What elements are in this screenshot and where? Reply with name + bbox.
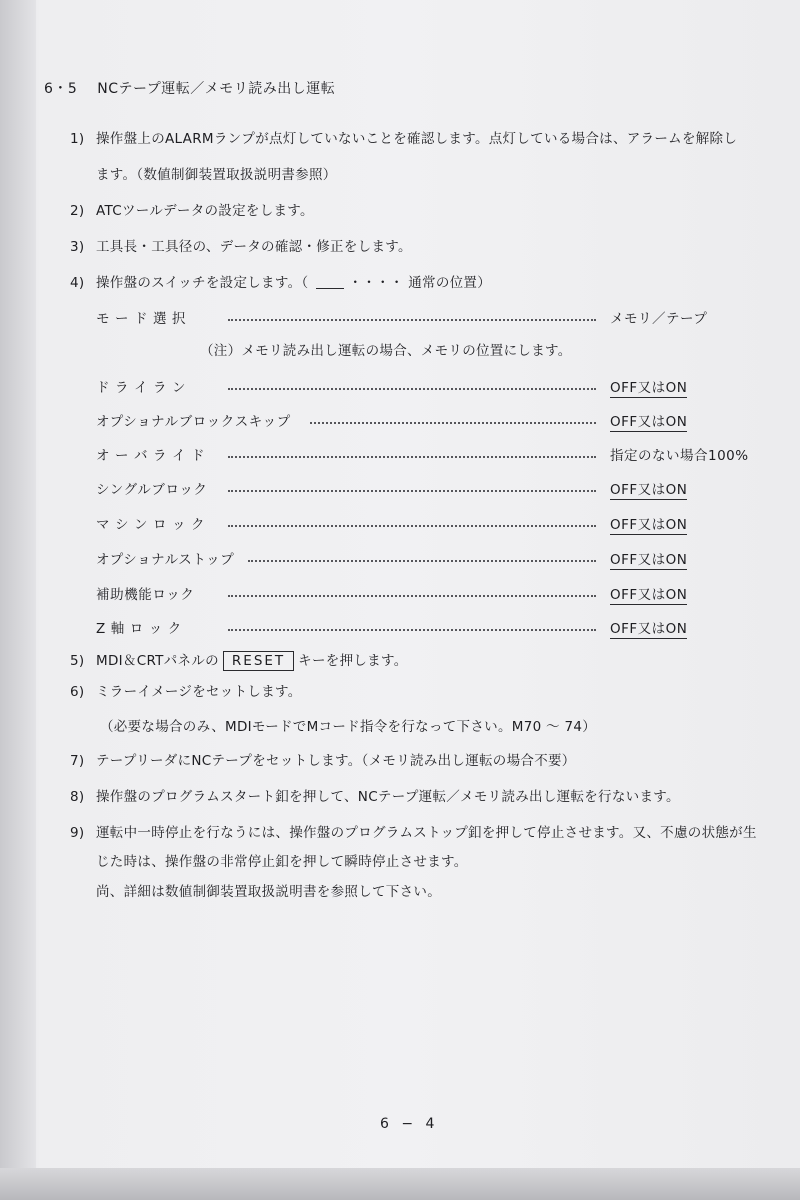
step-text: 運転中一時停止を行なうには、操作盤のプログラムストップ釦を押して停止させます。又、不慮の状態が生: [96, 825, 757, 841]
step-text: 操作盤上のALARMランプが点灯していないことを確認します。点灯している場合は、アラームを解除し: [96, 131, 738, 147]
leader-dots: [228, 488, 596, 492]
switch-value-z-axis-lock: OFF又はON: [610, 617, 687, 639]
switch-label-dry-run: ド ラ イ ラ ン: [96, 380, 187, 396]
leader-dots: [228, 454, 596, 458]
switch-value-override: 指定のない場合100%: [610, 448, 749, 464]
switch-label-aux-function-lock: 補助機能ロック: [96, 587, 195, 603]
section-title: NCテープ運転／メモリ読み出し運転: [97, 81, 336, 97]
switch-value-optional-block-skip: OFF又はON: [610, 410, 687, 432]
switch-label-single-block: シングルブロック: [96, 482, 208, 498]
switch-label-optional-stop: オプショナルストップ: [96, 552, 235, 568]
leader-dots: [228, 523, 596, 527]
step-1: [70, 130, 737, 148]
switch-value-optional-stop: OFF又はON: [610, 548, 687, 570]
step-9: [70, 824, 757, 842]
section-heading: [44, 80, 335, 98]
step-5: [70, 651, 408, 671]
step-8: [70, 788, 680, 806]
leader-dots: [228, 593, 596, 597]
step-2: [70, 202, 314, 220]
step-number: 5): [70, 653, 85, 669]
note-text: （注）メモリ読み出し運転の場合、メモリの位置にします。: [200, 343, 572, 359]
switch-value-single-block: OFF又はON: [610, 478, 687, 500]
step-number: 9): [70, 825, 85, 841]
step-1-continued: [96, 166, 337, 184]
reset-key-label: RESET: [223, 651, 294, 671]
leader-dots: [228, 386, 596, 390]
switch-label-machine-lock: マ シ ン ロ ッ ク: [96, 517, 206, 533]
step-number: 3): [70, 239, 85, 255]
step-text: テープリーダにNCテープをセットします。（メモリ読み出し運転の場合不要）: [96, 753, 576, 769]
section-number: 6・5: [44, 81, 78, 97]
step-text: ミラーイメージをセットします。: [96, 684, 302, 700]
step-9-continued: [96, 853, 468, 871]
step-number: 6): [70, 684, 85, 700]
step-text: 工具長・工具径の、データの確認・修正をします。: [96, 239, 412, 255]
switch-label-override: オ ー バ ラ イ ド: [96, 448, 206, 464]
switch-label-optional-block-skip: オプショナルブロックスキップ: [96, 414, 291, 430]
switch-label-z-axis-lock: Z 軸 ロ ッ ク: [96, 621, 182, 637]
step-7: [70, 752, 576, 770]
switch-label-mode: モ ー ド 選 択: [96, 311, 187, 327]
note-text: （必要な場合のみ、MDIモードでMコード指令を行なって下さい。M70 ～ 74）: [100, 719, 597, 735]
step-9-remark: [96, 883, 441, 901]
leader-dots: [228, 627, 596, 631]
step-text: MDI＆CRTパネルの: [96, 653, 219, 669]
leader-dots: [228, 317, 596, 321]
step-text: キーを押します。: [298, 653, 408, 669]
step-6: [70, 683, 302, 701]
step-text: ・・・・ 通常の位置）: [348, 275, 492, 291]
step-number: 1): [70, 131, 85, 147]
step-3: [70, 238, 412, 256]
switch-value-dry-run: OFF又はON: [610, 376, 687, 398]
switch-value-mode: メモリ／テープ: [610, 311, 708, 327]
step-text: ATCツールデータの設定をします。: [96, 203, 314, 219]
step-number: 2): [70, 203, 85, 219]
step-text: ます。（数値制御装置取扱説明書参照）: [96, 167, 337, 183]
switch-value-aux-function-lock: OFF又はON: [610, 583, 687, 605]
step-number: 7): [70, 753, 85, 769]
page-binding-edge: [0, 0, 36, 1200]
leader-dots: [248, 558, 596, 562]
step-text: 操作盤のプログラムスタート釦を押して、NCテープ運転／メモリ読み出し運転を行ないます。: [96, 789, 680, 805]
step-number: 4): [70, 275, 85, 291]
step-text: じた時は、操作盤の非常停止釦を押して瞬時停止させます。: [96, 854, 468, 870]
page-bottom-edge: [0, 1168, 800, 1200]
leader-dots: [310, 420, 596, 424]
step-4: [70, 274, 491, 292]
step-6-note: [100, 718, 596, 736]
page-number: 6 − 4: [380, 1116, 439, 1132]
switch-value-machine-lock: OFF又はON: [610, 513, 687, 535]
step-text: 操作盤のスイッチを設定します。（: [96, 275, 309, 291]
step-text: 尚、詳細は数値制御装置取扱説明書を参照して下さい。: [96, 884, 441, 900]
mode-note: [200, 342, 572, 360]
step-number: 8): [70, 789, 85, 805]
underline-legend-mark: [316, 278, 344, 289]
